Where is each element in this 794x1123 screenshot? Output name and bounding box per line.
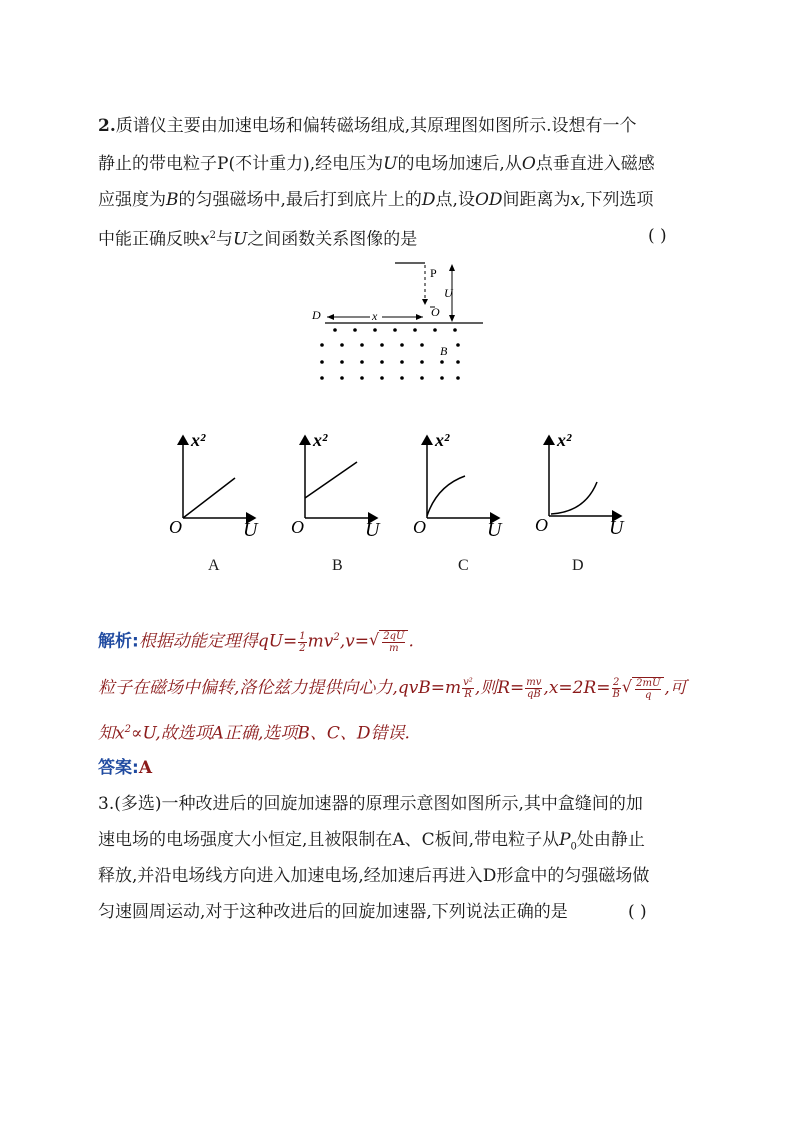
- q2-text-1: 质谱仪主要由加速电场和偏转磁场组成,其原理图如图所示.设想有一个: [115, 116, 637, 136]
- answer-value: A: [138, 758, 153, 778]
- subscript: 0: [570, 841, 577, 853]
- solution-text: 知: [98, 723, 115, 744]
- q2-text: 点,设: [435, 190, 475, 210]
- option-label-A: A: [208, 557, 220, 574]
- frac-num: 1: [299, 630, 306, 642]
- q2-line-4: [98, 224, 417, 252]
- radicand-fraction: [382, 631, 405, 654]
- sqrt-expression: [369, 630, 408, 654]
- answer-bracket: ( ): [648, 226, 667, 246]
- curve-concave-down: [427, 476, 465, 516]
- y-label: x²: [435, 430, 450, 450]
- q2-text: 之间函数关系图像的是: [247, 229, 418, 250]
- q2-line-2: [98, 152, 655, 176]
- label-x: x: [372, 309, 378, 323]
- var-D: D: [421, 190, 436, 210]
- fraction-2-B: [612, 677, 621, 700]
- U-arrow-top: [449, 264, 455, 271]
- U-arrow-bottom: [449, 315, 455, 322]
- q3-line-2: [98, 828, 645, 859]
- label-U: U: [444, 286, 453, 300]
- q3-text: 匀速圆周运动,对于这种改进后的回旋加速器,下列说法正确的是: [98, 902, 568, 922]
- label-D: D: [312, 308, 321, 322]
- option-label-D: D: [572, 557, 584, 574]
- sqrt-expression: [622, 677, 664, 701]
- x-label: U: [365, 519, 380, 541]
- q2-line-1: [98, 114, 637, 138]
- var-O: O: [521, 154, 536, 174]
- frac-den: qB: [526, 689, 541, 700]
- formula: qU=: [257, 631, 298, 652]
- curve-concave-up: [551, 482, 597, 514]
- var-U: U: [142, 723, 156, 744]
- radicand: [379, 630, 408, 654]
- origin-label: O: [169, 517, 182, 537]
- solution-line-2: [98, 676, 687, 701]
- fraction-v2-R: [462, 677, 474, 700]
- origin-label: O: [535, 515, 548, 535]
- formula: qvB=m: [397, 678, 462, 698]
- path-arrow: [422, 299, 428, 305]
- solution-line-3: [98, 718, 410, 746]
- frac-den: R: [464, 689, 472, 700]
- curve-linear-offset: [305, 462, 357, 498]
- y-label: x²: [313, 430, 328, 450]
- frac-den: q: [645, 689, 652, 701]
- question-number: 2.: [98, 116, 116, 136]
- var-U: U: [383, 154, 398, 174]
- x-label: U: [487, 519, 502, 541]
- superscript: 2: [333, 632, 340, 643]
- y-label: x²: [191, 430, 206, 450]
- option-label-B: B: [332, 557, 343, 574]
- solution-text: 根据动能定理得: [138, 631, 258, 652]
- var-P: P: [559, 830, 571, 850]
- q2-text: 静止的带电粒子P(不计重力),经电压为: [98, 154, 384, 174]
- magnetic-field-dots: [320, 328, 460, 380]
- frac-num: 2qU: [383, 631, 405, 643]
- radical-sign: √: [369, 630, 380, 650]
- curve-linear-origin: [183, 478, 235, 518]
- fraction-mv-qB: [525, 677, 542, 700]
- origin-label: O: [413, 517, 426, 537]
- x-arrow-left: [327, 314, 334, 320]
- q2-text: ,下列选项: [580, 190, 654, 210]
- q2-line-3: [98, 188, 654, 212]
- formula: ,x=2R=: [543, 678, 611, 698]
- q2-text: 的电场加速后,从: [397, 154, 522, 174]
- var-U: U: [232, 229, 248, 250]
- radicand-fraction: [635, 678, 661, 701]
- q2-text: 应强度为: [98, 190, 166, 210]
- superscript: 2: [209, 230, 216, 241]
- x-label: U: [243, 519, 258, 541]
- radical-sign: √: [621, 676, 633, 696]
- var-x: x: [570, 190, 581, 210]
- frac-den: m: [389, 643, 399, 655]
- answer-heading: 答案:: [98, 758, 139, 778]
- frac-num: v²: [463, 677, 473, 688]
- q2-text: 点垂直进入磁感: [535, 154, 655, 174]
- var-B: B: [166, 190, 179, 210]
- frac-den: B: [612, 689, 620, 700]
- frac-num: 2mU: [636, 677, 661, 689]
- origin-label: O: [291, 517, 304, 537]
- frac-num: 2: [613, 677, 620, 688]
- formula: mv: [307, 631, 334, 652]
- label-B: B: [440, 344, 448, 358]
- formula: .: [408, 631, 414, 652]
- q2-text: 与: [215, 229, 233, 250]
- solution-text: ,可: [664, 678, 687, 698]
- mass-spectrometer-figure: [300, 255, 490, 390]
- answer-bracket: ( ): [628, 902, 647, 922]
- q3-line-1: 3.(多选)一种改进后的回旋加速器的原理示意图如图所示,其中盒缝间的加: [98, 794, 643, 814]
- solution-text: 粒子在磁场中偏转,洛伦兹力提供向心力,: [98, 678, 398, 698]
- label-P: P: [430, 266, 437, 280]
- fraction-half: [298, 631, 306, 654]
- superscript: 2: [124, 724, 131, 735]
- q3-text: 处由静止: [576, 830, 645, 850]
- formula: R=: [497, 678, 525, 698]
- graph-D: [535, 430, 625, 539]
- formula: ,v=: [339, 631, 370, 652]
- var-x: x: [115, 723, 125, 744]
- q2-text: 的匀强磁场中,最后打到底片上的: [178, 190, 422, 210]
- graph-B: [291, 430, 381, 541]
- graph-C: [413, 430, 503, 541]
- option-label-C: C: [458, 557, 469, 574]
- var-x: x: [200, 229, 210, 250]
- option-graphs: [165, 428, 645, 546]
- solution-line-1: [98, 626, 414, 654]
- y-label: x²: [557, 430, 572, 450]
- q3-line-4: [98, 900, 568, 924]
- solution-text: ,则: [474, 678, 498, 698]
- label-O: O: [431, 305, 440, 319]
- answer-line: [98, 756, 152, 780]
- q3-text: 速电场的电场强度大小恒定,且被限制在A、C板间,带电粒子从: [98, 830, 560, 850]
- frac-den: 2: [299, 642, 306, 654]
- x-label: U: [609, 517, 624, 539]
- solution-text: ,故选项A正确,选项B、C、D错误.: [155, 723, 410, 744]
- proportional-symbol: ∝: [130, 723, 143, 744]
- q3-line-3: 释放,并沿电场线方向进入加速电场,经加速后再进入D形盒中的匀强磁场做: [98, 866, 650, 886]
- x-arrow-right: [416, 314, 423, 320]
- graph-A: [169, 430, 259, 541]
- solution-heading: 解析:: [98, 631, 139, 652]
- q2-text: 中能正确反映: [98, 229, 200, 250]
- q2-text: 间距离为: [502, 190, 571, 210]
- var-OD: OD: [474, 190, 503, 210]
- frac-num: mv: [526, 677, 542, 688]
- radicand: [632, 677, 664, 701]
